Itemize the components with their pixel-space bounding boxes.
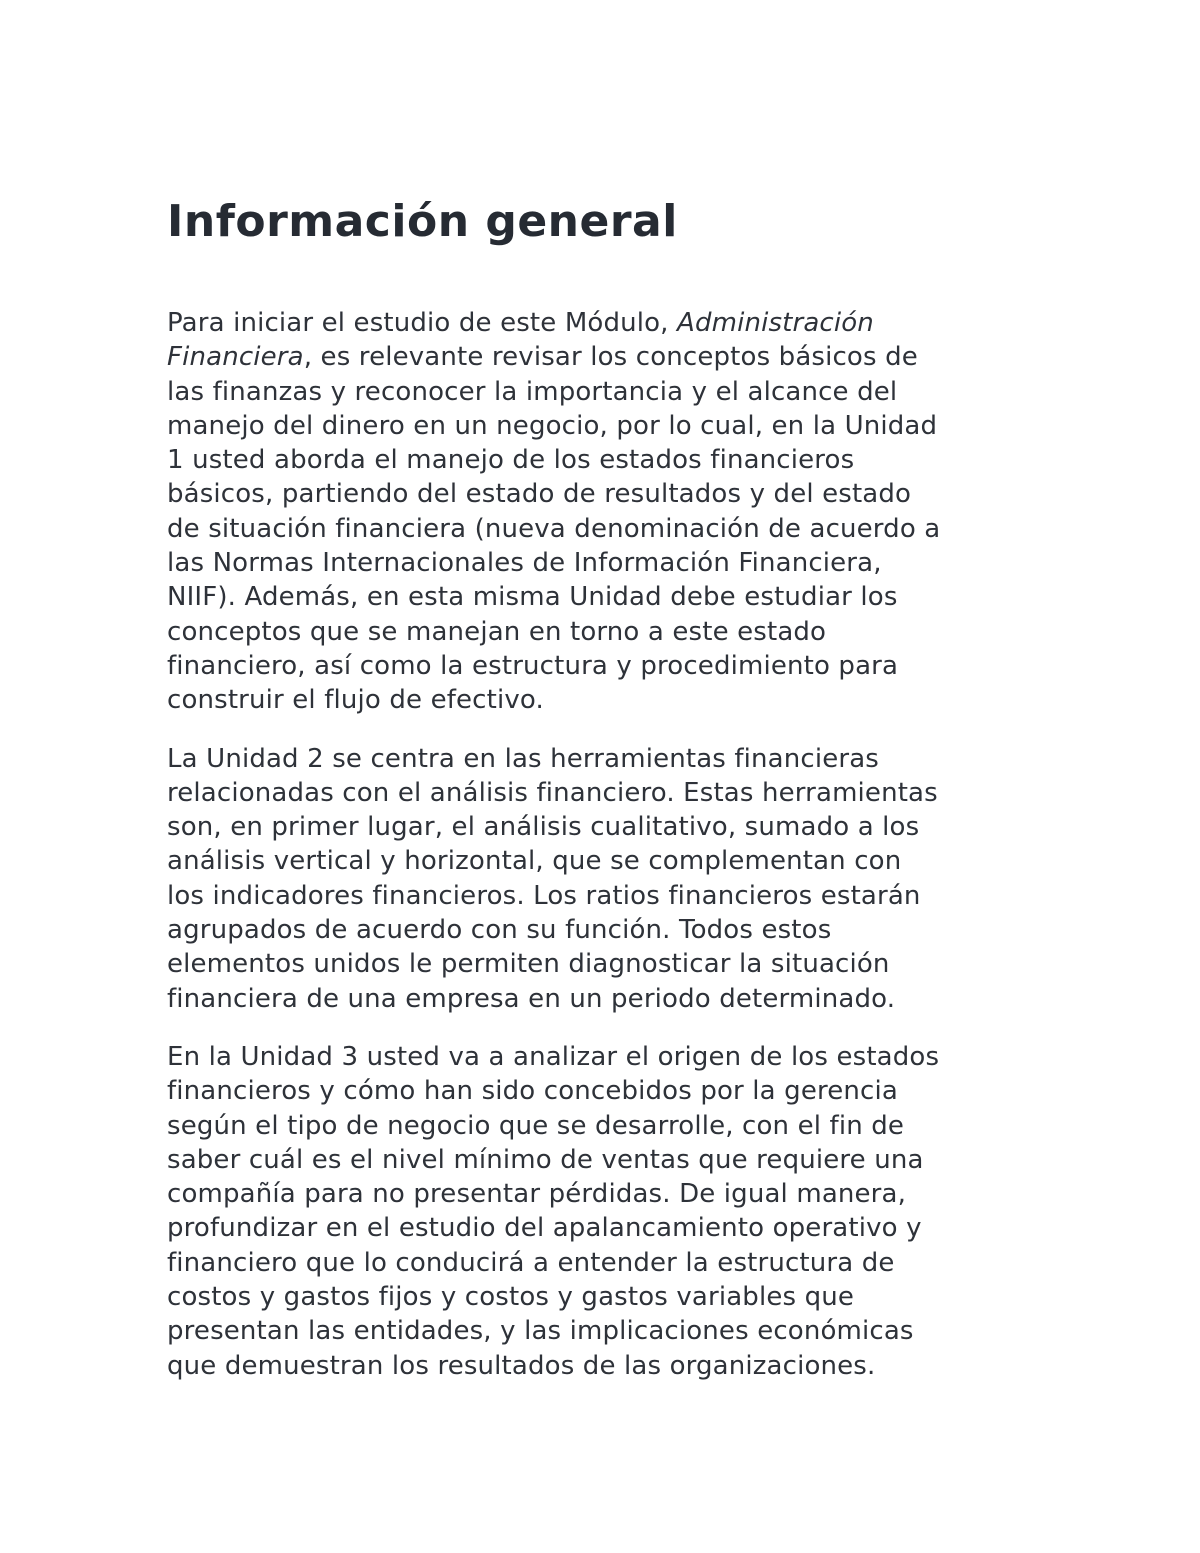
text-line [167,514,940,544]
text-line [167,812,919,842]
text-run: profundizar en el estudio del apalancamiento operativo y [167,1213,922,1244]
paragraph-2 [167,742,1047,1016]
text-line [167,1282,854,1312]
text-run: construir el flujo de efectivo. [167,685,544,716]
text-run: financiera de una empresa en un periodo determinado. [167,983,896,1014]
text-line [167,411,937,441]
text-run: compañía para no presentar pérdidas. De igual manera, [167,1179,907,1210]
text-run: presentan las entidades, y las implicaciones económicas [167,1316,914,1347]
document-page [167,190,1047,1407]
text-run: La Unidad 2 se centra en las herramientas financieras [167,743,879,774]
text-line [167,1248,895,1278]
text-line [167,377,897,407]
text-line [167,342,918,372]
text-line [167,1213,922,1243]
text-run: financiero que lo conducirá a entender la estructura de [167,1247,895,1278]
text-run: análisis vertical y horizontal, que se complementan con [167,846,902,877]
text-line [167,1111,904,1141]
text-line [167,1179,906,1209]
text-line [167,949,890,979]
text-line [167,1042,939,1072]
text-run: elementos unidos le permiten diagnosticar la situación [167,949,890,980]
text-run: financiero, así como la estructura y procedimiento para [167,650,899,681]
text-line [167,582,898,612]
text-line [167,846,901,876]
text-run: Para iniciar el estudio de este Módulo, [167,308,678,338]
text-run: En la Unidad 3 usted va a analizar el origen de los estados [167,1041,940,1072]
text-run: 1 usted aborda el manejo de los estados financieros [167,445,855,476]
text-run: , es relevante revisar los conceptos básicos de [303,342,918,373]
page-title: Información general [167,196,678,247]
paragraph-3 [167,1040,1047,1383]
text-run: NIIF). Además, en esta misma Unidad debe estudiar los [167,582,898,613]
text-line [167,685,544,715]
document-body [167,306,1047,1383]
text-line [167,915,831,945]
text-run: los indicadores financieros. Los ratios financieros estarán [167,880,921,911]
text-line [167,1076,898,1106]
italic-term: Financiera [167,342,304,373]
text-run: saber cuál es el nivel mínimo de ventas que requiere una [167,1144,924,1175]
text-line [167,308,874,338]
text-line [167,778,938,808]
text-line [167,1351,875,1381]
text-line [167,548,882,578]
text-run: básicos, partiendo del estado de resultados y del estado [167,479,912,510]
text-line [167,1316,914,1346]
text-run: conceptos que se manejan en torno a este estado [167,616,827,647]
text-run: de situación financiera (nueva denominación de acuerdo a [167,513,941,544]
text-run: manejo del dinero en un negocio, por lo cual, en la Unidad [167,410,938,441]
text-run: relacionadas con el análisis financiero. Estas herramientas [167,777,938,808]
text-line [167,479,911,509]
text-line [167,1145,924,1175]
text-run: agrupados de acuerdo con su función. Todos estos [167,915,832,946]
text-run: son, en primer lugar, el análisis cualitativo, sumado a los [167,812,920,843]
text-line [167,651,898,681]
italic-term: Administración [677,308,874,338]
text-run: las Normas Internacionales de Información Financiera, [167,548,882,579]
text-run: según el tipo de negocio que se desarrolle, con el fin de [167,1110,905,1141]
text-run: financieros y cómo han sido concebidos por la gerencia [167,1076,898,1107]
text-line [167,881,921,911]
text-run: que demuestran los resultados de las organizaciones. [167,1350,876,1381]
text-line [167,744,879,774]
text-run: las finanzas y reconocer la importancia y el alcance del [167,376,898,407]
text-line [167,617,826,647]
paragraph-1 [167,306,1047,718]
text-line [167,984,895,1014]
text-line [167,445,854,475]
text-run: costos y gastos fijos y costos y gastos variables que [167,1282,855,1313]
